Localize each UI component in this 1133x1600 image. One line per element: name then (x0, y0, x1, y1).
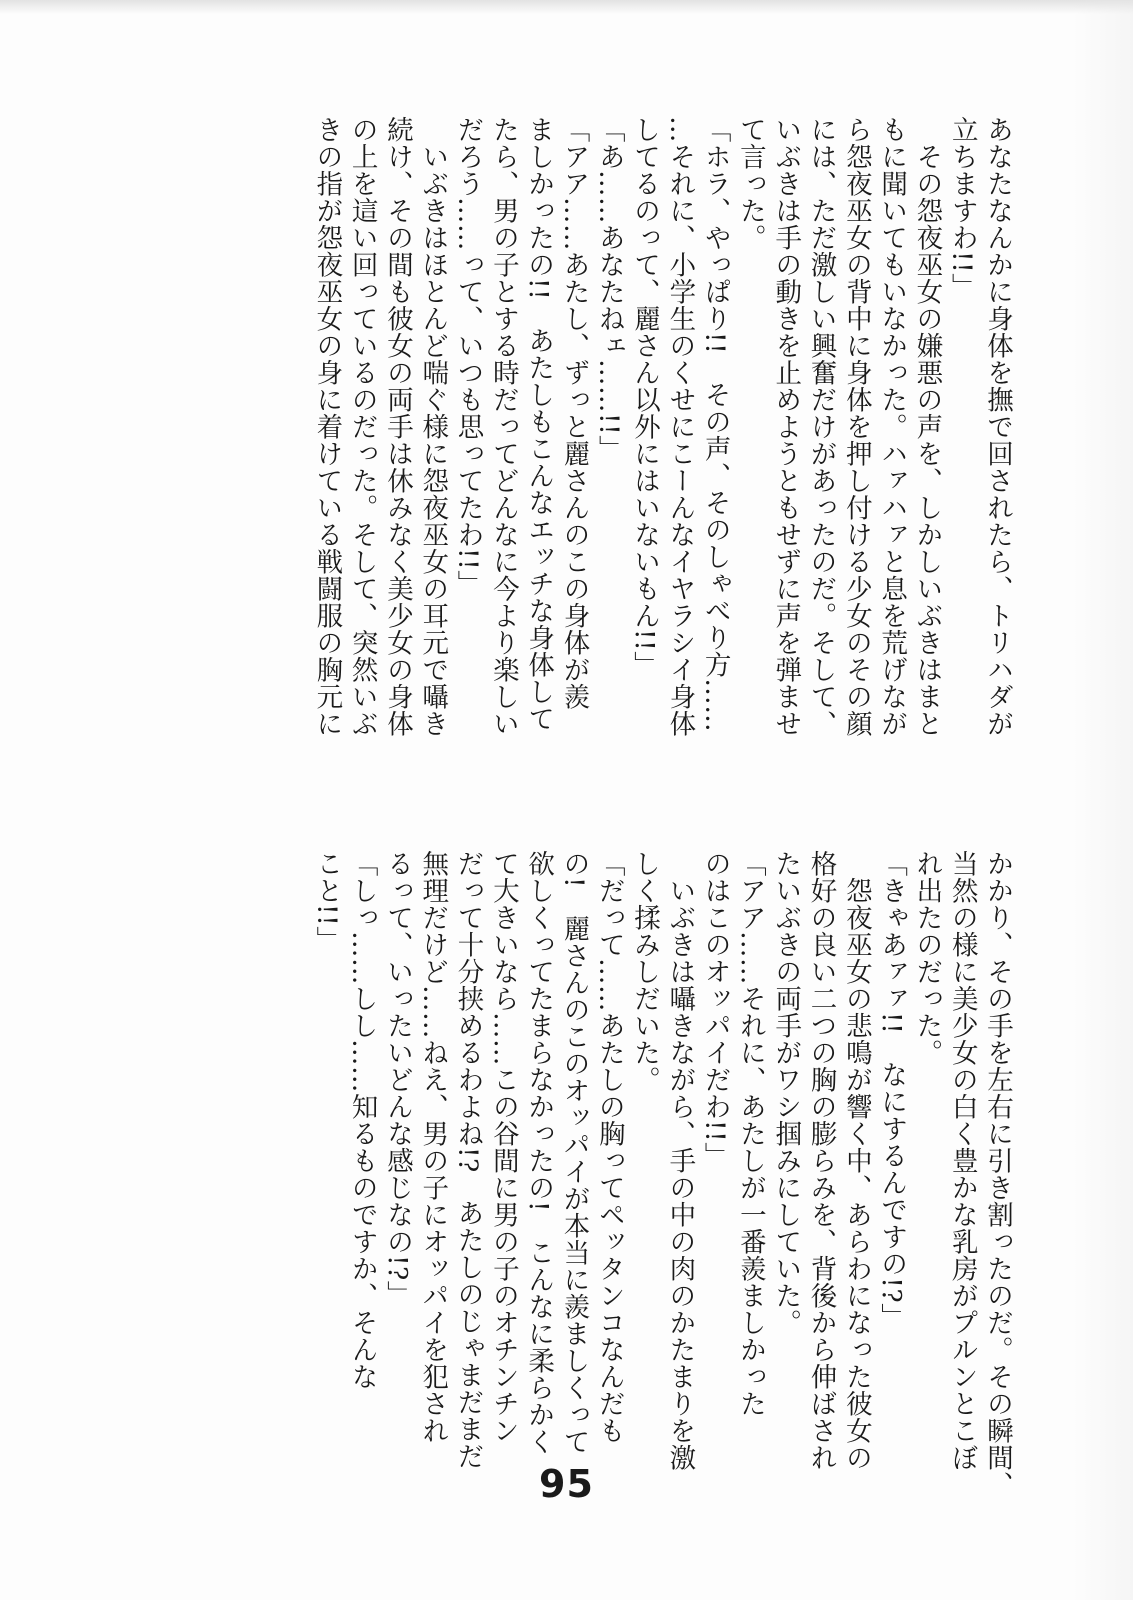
text-line: 「アア……あたし、ずっと麗さんのこの身体が羨 (558, 116, 590, 710)
text-line: いぶきはほとんど喘ぐ様に怨夜巫女の耳元で囁き (417, 116, 449, 737)
text-line: いぶきは手の動きを止めようともせずに声を弾ませ (770, 116, 802, 737)
text-line: て大きいなら……この谷間に男の子のオチンチン (487, 850, 519, 1444)
text-line: きの指が怨夜巫女の身に着けている戦闘服の胸元に (311, 116, 343, 737)
text-line: だって十分挟めるわよね!? あたしのじゃまだまだ (452, 850, 484, 1470)
text-line: 「しっ……しし……知るものですか、そんな (346, 850, 378, 1390)
scan-shadow-top (0, 0, 1133, 14)
text-line: 当然の様に美少女の白く豊かな乳房がプルンとこぼ (946, 850, 978, 1471)
scan-shadow-right (1073, 0, 1133, 1600)
page-number: 95 (539, 1462, 594, 1506)
text-line: 格好の良い二つの胸の膨らみを、背後から伸ばされ (805, 850, 837, 1471)
text-line: その怨夜巫女の嫌悪の声を、しかしいぶきはまと (911, 116, 943, 737)
text-block-lower (135, 850, 1015, 1510)
text-line: 怨夜巫女の悲鳴が響く中、あらわになった彼女の (840, 850, 872, 1471)
text-line: もに聞いてもいなかった。ハァハァと息を荒げなが (876, 116, 908, 737)
text-line: いぶきは囁きながら、手の中の肉のかたまりを激 (664, 850, 696, 1471)
text-line: 「ホラ、やっぱり!! その声、そのしゃべり方…… (699, 116, 731, 733)
text-line: 無理だけど……ねえ、男の子にオッパイを犯され (417, 850, 449, 1444)
text-line: たら、男の子とする時だってどんなに今より楽しい (487, 116, 519, 737)
text-line: 立ちますわ!!」 (946, 116, 978, 301)
text-line: の! 麗さんのこのオッパイが本当に羨ましくって (558, 850, 590, 1456)
text-block-upper (135, 116, 1015, 776)
text-line: れ出たのだった。 (911, 850, 943, 1066)
text-line: してるのって、麗さん以外にはいないもん!!」 (629, 116, 661, 679)
text-line: 「だって……あたしの胸ってペッタンコなんだも (593, 850, 625, 1444)
text-line: かかり、その手を左右に引き割ったのだ。その瞬間、 (982, 850, 1013, 1498)
text-line: 続け、その間も彼女の両手は休みなく美少女の身体 (381, 116, 413, 737)
text-line: の上を這い回っているのだった。そして、突然いぶ (346, 116, 378, 737)
text-line: には、ただ激しい興奮だけがあったのだ。そして、 (805, 116, 837, 737)
text-line: ら怨夜巫女の背中に身体を押し付ける少女のその顔 (840, 116, 872, 737)
text-line: こと!!」 (311, 850, 343, 954)
text-line: ましかったの!! あたしもこんなエッチな身体して (523, 116, 555, 733)
text-line: あなたなんかに身体を撫で回されたら、トリハダが (982, 116, 1013, 737)
text-line: 欲しくってたまらなかったの! こんなに柔らかく (523, 850, 555, 1456)
text-line: 「きゃあァァ!! なにするんですの!?」 (876, 850, 908, 1331)
text-line: たいぶきの両手がワシ掴みにしていた。 (770, 850, 802, 1336)
text-line: 「あ……あなたねェ……!!」 (593, 116, 625, 463)
text-line: るって、いったいどんな感じなの!?」 (381, 850, 413, 1308)
text-line: しく揉みしだいた。 (629, 850, 661, 1093)
text-line: のはこのオッパイだわ!!」 (699, 850, 731, 1170)
text-line: …それに、小学生のくせにこーんなイヤラシイ身体 (664, 116, 696, 737)
text-line: 「アア……それに、あたしが一番羨ましかった (734, 850, 766, 1417)
text-line: て言った。 (734, 116, 766, 251)
text-line: だろう……って、いつも思ってたわ!!」 (452, 116, 484, 598)
